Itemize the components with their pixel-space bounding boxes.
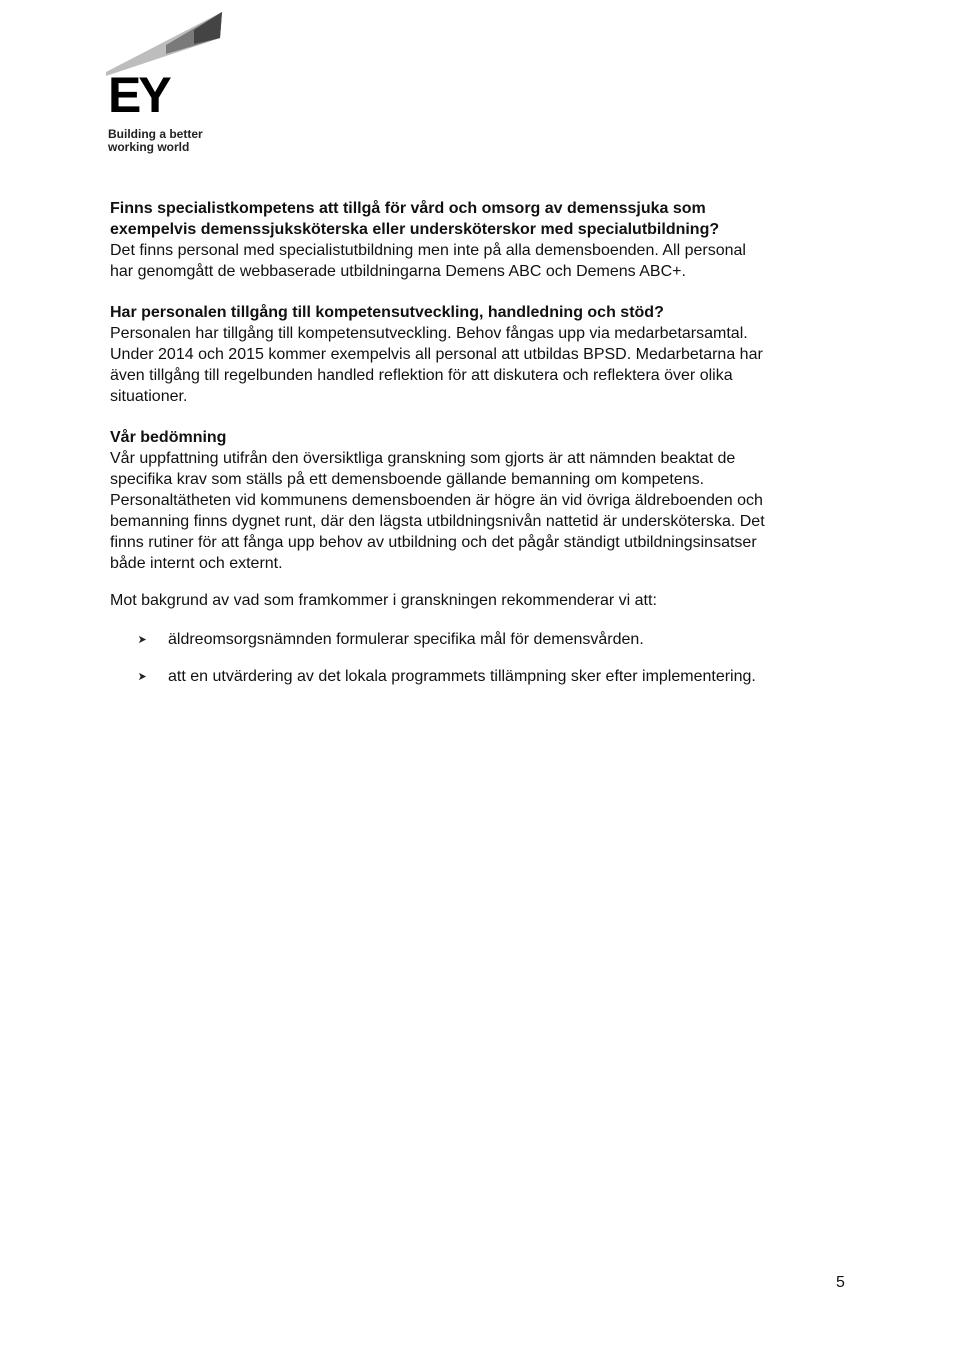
recommendation-text: att en utvärdering av det lokala programmets tillämpning sker efter implementering. [168,668,756,685]
answer-line: Under 2014 och 2015 kommer exempelvis all personal att utbildas BPSD. Medarbetarna har [110,346,763,363]
question-line: Har personalen tillgång till kompetensutveckling, handledning och stöd? [110,304,664,321]
answer-line: situationer. [110,388,188,405]
logo-tagline-line1: Building a better [108,127,203,141]
assessment-line: Personaltätheten vid kommunens demensboenden är högre än vid övriga äldreboenden och [110,492,763,509]
arrow-bullet-icon [138,672,147,681]
question-line: Finns specialistkompetens att tillgå för vård och omsorg av demenssjuka som [110,200,706,217]
list-item [110,629,840,650]
section-competence-development [110,302,840,407]
assessment-line: både internt och externt. [110,555,283,572]
recommendation-text: äldreomsorgsnämnden formulerar specifika mål för demensvården. [168,631,644,648]
logo-tagline-line2: working world [108,140,190,154]
recommendations-list [110,629,840,687]
page-number: 5 [836,1274,845,1291]
answer-line: även tillgång till regelbunden handled reflektion för att diskutera och reflektera över olika [110,367,733,384]
document-body [110,198,840,703]
logo-tagline [108,128,228,154]
answer-line: Det finns personal med specialistutbildning men inte på alla demensboenden. All personal [110,242,746,259]
answer-line: Personalen har tillgång till kompetensutveckling. Behov fångas upp via medarbetarsamtal. [110,325,748,342]
answer-line: har genomgått de webbaserade utbildningarna Demens ABC och Demens ABC+. [110,263,686,280]
section-assessment [110,427,840,574]
assessment-heading: Vår bedömning [110,429,227,446]
logo-mark: EY [108,67,169,123]
arrow-bullet-icon [138,635,147,644]
recommendations-intro: Mot bakgrund av vad som framkommer i granskningen rekommenderar vi att: [110,592,657,609]
assessment-line: specifika krav som ställs på ett demensboende gällande bemanning om kompetens. [110,471,705,488]
assessment-line: bemanning finns dygnet runt, där den lägsta utbildningsnivån nattetid är undersköterska. Det [110,513,765,530]
assessment-line: Vår uppfattning utifrån den översiktliga granskning som gjorts är att nämnden beaktat de [110,450,736,467]
assessment-line: finns rutiner för att fånga upp behov av utbildning och det pågår ständigt utbildningsinsatser [110,534,757,551]
list-item [110,666,840,687]
question-line: exempelvis demenssjuksköterska eller undersköterskor med specialutbildning? [110,221,720,238]
ey-logo [106,10,236,160]
section-specialist-competence [110,198,840,282]
